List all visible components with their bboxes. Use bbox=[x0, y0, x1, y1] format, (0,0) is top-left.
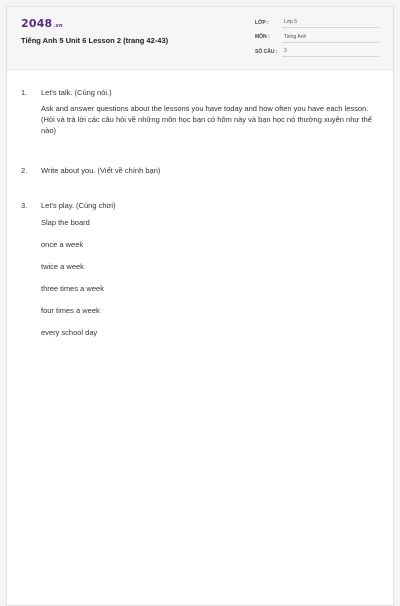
answer-item: Slap the board bbox=[41, 218, 90, 227]
meta-info bbox=[255, 16, 379, 60]
worksheet bbox=[6, 6, 394, 606]
logo-main: 2048 bbox=[21, 17, 53, 30]
document-title: Tiếng Anh 5 Unit 6 Lesson 2 (trang 42-43) bbox=[21, 36, 169, 45]
meta-value: Tiếng Anh bbox=[282, 32, 379, 43]
question-number: 3. bbox=[21, 201, 28, 210]
meta-label: LỚP : bbox=[255, 19, 269, 26]
answer-item: every school day bbox=[41, 328, 98, 337]
worksheet-header bbox=[7, 7, 393, 70]
meta-label: SỐ CÂU : bbox=[255, 48, 278, 55]
site-logo[interactable] bbox=[21, 17, 63, 30]
question-number: 2. bbox=[21, 166, 28, 175]
meta-label: MÔN : bbox=[255, 34, 270, 40]
meta-value: Lớp 5 bbox=[282, 17, 379, 28]
logo-suffix: .vn bbox=[53, 23, 63, 29]
question-number: 1. bbox=[21, 88, 28, 97]
answer-item: three times a week bbox=[41, 284, 104, 293]
meta-row-subject bbox=[255, 31, 379, 44]
question-description: Ask and answer questions about the lessons you have today and how often you have each lesson. (Hỏi và trả lời các câu hỏi về những môn học bạn có hôm này và bạn học nó thường xuyên như thế nào) bbox=[41, 104, 372, 135]
question-text: Let's play. (Cùng chơi) bbox=[41, 201, 116, 210]
meta-value: 3 bbox=[282, 46, 379, 57]
answer-item: twice a week bbox=[41, 262, 84, 271]
question-text: Let's talk. (Cùng nói.) bbox=[41, 88, 112, 97]
question-text: Write about you. (Viết về chính bạn) bbox=[41, 166, 161, 175]
meta-row-class bbox=[255, 16, 379, 29]
meta-row-count bbox=[255, 45, 379, 58]
answer-item: four times a week bbox=[41, 306, 100, 315]
answer-item: once a week bbox=[41, 240, 84, 249]
answer-list bbox=[41, 217, 104, 349]
